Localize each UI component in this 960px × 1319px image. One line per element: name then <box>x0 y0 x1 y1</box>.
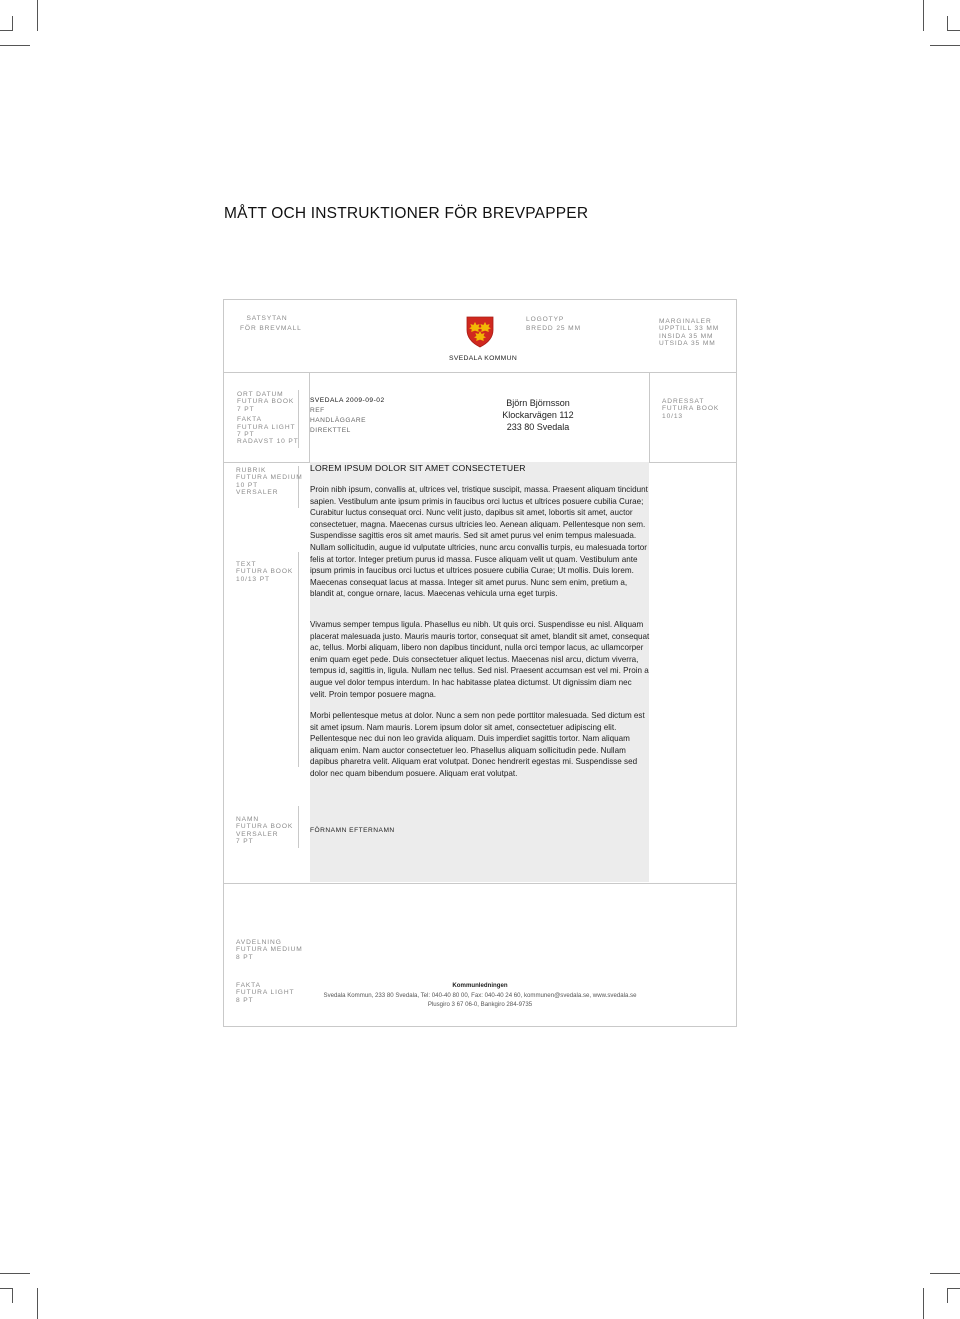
note-fakta: FAKTA FUTURA LIGHT 8 PT <box>236 982 295 1004</box>
note-avdelning: AVDELNING FUTURA MEDIUM 8 PT <box>236 939 303 961</box>
note-satsytan: SATSYTAN FÖR BREVMALL <box>240 315 302 333</box>
divider <box>223 883 737 884</box>
note-text: TEXT FUTURA BOOK 10/13 PT <box>236 561 294 583</box>
note-rubrik: RUBRIK FUTURA MEDIUM 10 PT VERSALER <box>236 467 303 497</box>
note-marginaler: MARGINALER UPPTILL 33 MM INSIDA 35 MM UTSIDA 35 MM <box>659 318 720 348</box>
letter-footer: Kommunledningen Svedala Kommun, 233 80 Svedala, Tel: 040-40 80 00, Fax: 040-40 24 60, kommunen@svedala.se, www.svedala.se Plusgiro 3 67 06-0, Bankgiro 284-9735 <box>323 982 637 1008</box>
divider <box>649 372 650 462</box>
recipient-address: Björn Björnsson Klockarvägen 112 233 80 Svedala <box>502 398 574 432</box>
letter-meta: SVEDALA 2009-09-02 REF HANDLÄGGARE DIREKTTEL <box>310 397 385 434</box>
letter-paragraph: Vivamus semper tempus ligula. Phasellus eu nibh. Ut quis orci. Suspendisse eu nisl. Aliquam placerat malesuada justo. Mauris mauris tortor, consequat sit amet, blandit sit amet, consequat ac, tellus. Morbi aliquam, libero non dapibus tincidunt, nulla orci tempor lacus, ac ullamcorper enim quam eget pede. Duis consectetuer aliquet lectus. Maecenas nisl arcu, dictum viverra, tempus id, sagittis in, ligula. Nullam nec tellus. Sed nisl. Praesent accumsan est vel mi. Proin a augue vel dolor tempus interdum. In hac habitasse platea dictumst. Ut dignissim diam nec velit. Proin tempor posuere magna. <box>310 620 650 699</box>
divider <box>223 372 737 373</box>
logo-wordmark: SVEDALA KOMMUN <box>449 355 518 362</box>
note-ort-datum: ORT DATUM FUTURA BOOK 7 PT FAKTA FUTURA LIGHT 7 PT RADAVST 10 PT <box>237 391 299 446</box>
letter-paragraph: Morbi pellentesque metus at dolor. Nunc a sem non pede porttitor malesuada. Sed dictum est sit amet ipsum. Nam mauris. Lorem ipsum dolor sit amet, consectetuer adipiscing elit. Pellentesque nec dui non leo gravida aliquam. Duis imperdiet sagittis tortor. Nam aliquam aliquam enim. Nam auctor consectetuer leo. Phasellus aliquam sollicitudin pede. Nullam dapibus pharetra velit. Aliquam erat volutpat. Donec hendrerit egestas mi. Suspendisse sed dolor nec quam bibendum posuere. Aliquam erat volutpat. <box>310 711 645 778</box>
note-logotyp: LOGOTYP BREDD 25 MM <box>526 316 581 333</box>
signature-name: FÖRNAMN EFTERNAMN <box>310 827 395 834</box>
guide-line <box>298 552 299 767</box>
coat-of-arms-icon <box>466 316 494 348</box>
letter-paragraph: Proin nibh ipsum, convallis at, ultrices vel, tristique suscipit, massa. Praesent aliquam tincidunt sapien. Vestibulum ante ipsum primis in faucibus orci luctus et ultrices posuere cubilia Curae; Curabitur luctus consequat orci. Nunc velit justo, dapibus sit amet, lobortis sit amet, auctor consectetuer, magna. Maecenas cursus ultricies leo. Aenean aliquam. Pellentesque non sem. Suspendisse sagittis eros sit amet mauris. Sed sit amet purus vel enim tempus malesuada. Nullam sollicitudin, augue id vulputate ultricies, nunc arcu convallis turpis, eu malesuada tortor felis at tortor. Integer pretium purus id massa. Fusce aliquam velit ut quam. Vestibulum ante ipsum primis in faucibus orci luctus et ultrices posuere cubilia Curae; Ut mollis. Duis lorem. Maecenas consequat lacus at massa. Integer sit amet purus. Nunc sem enim, pretium a, blandit at, congue ornare, lacus. Maecenas vehicula urna eget turpis. <box>310 485 648 599</box>
guide-line <box>298 806 299 848</box>
letter-heading: LOREM IPSUM DOLOR SIT AMET CONSECTETUER <box>310 463 526 473</box>
note-namn: NAMN FUTURA BOOK VERSALER 7 PT <box>236 816 294 846</box>
note-adressat: ADRESSAT FUTURA BOOK 10/13 <box>662 398 720 420</box>
page-title: MÅTT OCH INSTRUKTIONER FÖR BREVPAPPER <box>224 205 589 222</box>
